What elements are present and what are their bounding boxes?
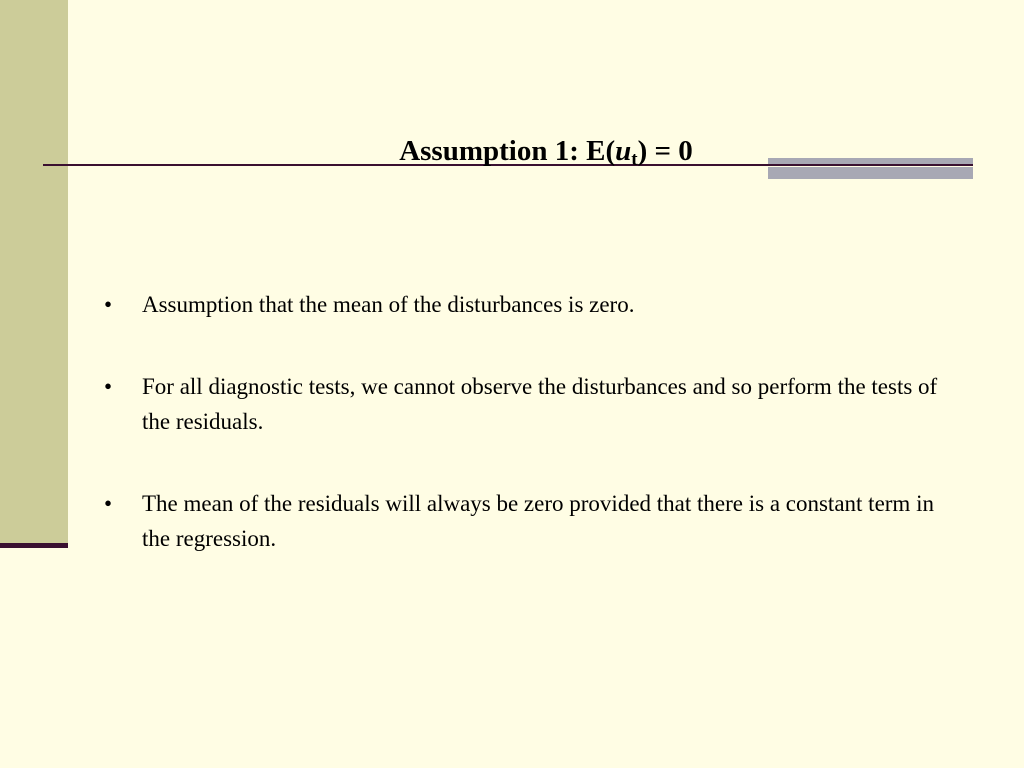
bullet-marker: • [104,374,113,399]
bullet-item [100,287,960,322]
bullet-marker: • [104,292,113,317]
bullet-item [100,369,960,439]
left-decorative-band [0,0,68,545]
bullet-text: The mean of the residuals will always be zero provided that there is a constant term in the regression. [142,491,934,551]
bullet-marker: • [104,491,113,516]
title-prefix: Assumption 1: E( [399,135,616,167]
left-band-underline [0,543,68,548]
slide-title [68,131,1024,171]
bullet-text: For all diagnostic tests, we cannot observe the disturbances and so perform the tests of the residuals. [142,374,938,434]
title-suffix: ) = 0 [637,135,693,167]
bullet-text: Assumption that the mean of the disturbances is zero. [142,292,635,317]
title-variable: u [615,135,632,167]
bullet-list [100,287,960,603]
bullet-item [100,486,960,556]
title-subscript: t [631,149,638,170]
